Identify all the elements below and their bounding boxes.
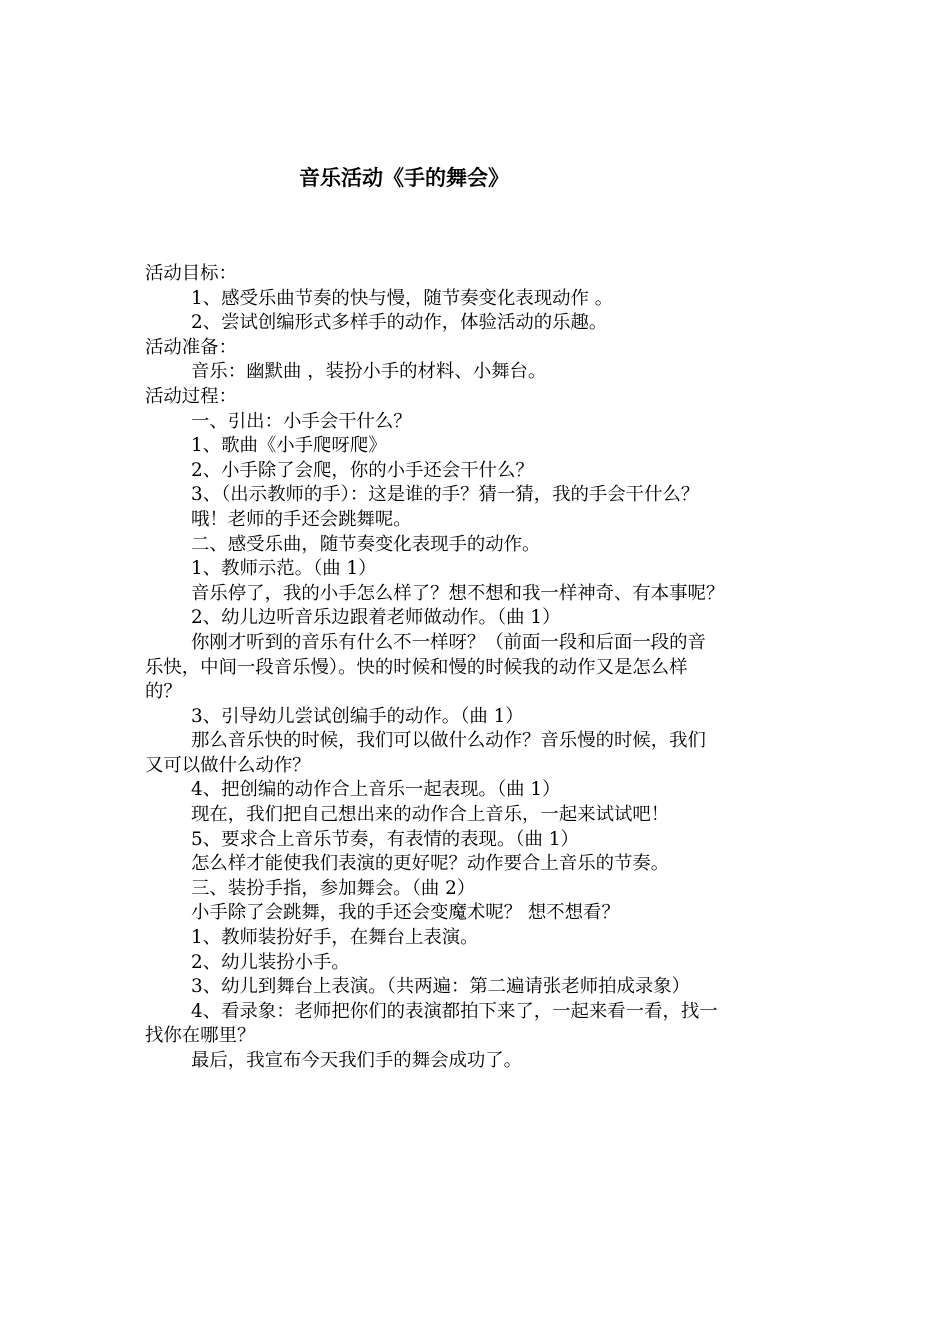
document-line: 3、幼儿到舞台上表演。（共两遍：第二遍请张老师拍成录象） (191, 976, 691, 998)
document-line: 现在，我们把自己想出来的动作合上音乐，一起来试试吧！ (191, 804, 670, 826)
document-line: 2、尝试创编形式多样手的动作，体验活动的乐趣。 (191, 312, 608, 334)
document-line: 活动过程： (145, 385, 237, 407)
document-line: 3、引导幼儿尝试创编手的动作。（曲 1） (191, 705, 524, 727)
document-title: 音乐活动《手的舞会》 (299, 166, 509, 190)
document-line: 1、教师装扮好手，在舞台上表演。 (191, 927, 479, 949)
document-line: 三、装扮手指，参加舞会。（曲 2） (191, 877, 476, 899)
document-line: 1、教师示范。（曲 1） (191, 558, 377, 580)
document-line: 2、小手除了会爬，你的小手还会干什么？ (191, 459, 534, 481)
document-line: 2、幼儿边听音乐边跟着老师做动作。（曲 1） (191, 607, 561, 629)
document-line: 哦！老师的手还会跳舞呢。 (191, 508, 412, 530)
document-line: 活动目标： (145, 263, 237, 284)
document-line: 你刚才听到的音乐有什么不一样呀？（前面一段和后面一段的音 (191, 631, 706, 653)
document-line: 5、要求合上音乐节奏，有表情的表现。（曲 1） (191, 828, 579, 850)
document-line: 活动准备： (145, 336, 237, 358)
document-line: 3、（出示教师的手）：这是谁的手？猜一猜，我的手会干什么？ (191, 484, 700, 506)
document-line: 一、引出：小手会干什么？ (191, 410, 412, 432)
document-body (145, 262, 815, 1074)
document-line: 二、感受乐曲，随节奏变化表现手的动作。 (191, 533, 541, 555)
document-line: 音乐停了，我的小手怎么样了？想不想和我一样神奇、有本事呢？ (191, 582, 725, 604)
document-line: 1、歌曲《小手爬呀爬》 (191, 435, 387, 457)
document-line: 音乐：幽默曲 ，装扮小手的材料、小舞台。 (191, 361, 547, 383)
document-line: 4、把创编的动作合上音乐一起表现。（曲 1） (191, 779, 561, 801)
document-line: 又可以做什么动作？ (145, 754, 311, 776)
document-line: 1、感受乐曲节奏的快与慢，随节奏变化表现动作 。 (191, 287, 614, 309)
document-line: 那么音乐快的时候，我们可以做什么动作？音乐慢的时候，我们 (191, 730, 706, 752)
document-line: 找你在哪里？ (145, 1025, 256, 1047)
document-line: 乐快，中间一段音乐慢）。快的时候和慢的时候我的动作又是怎么样 (145, 656, 688, 678)
document-line: 最后，我宣布今天我们手的舞会成功了。 (191, 1050, 523, 1071)
document-line: 4、看录象：老师把你们的表演都拍下来了，一起来看一看，找一 (191, 1000, 718, 1022)
document-line: 小手除了会跳舞，我的手还会变魔术呢？ 想不想看？ (191, 902, 620, 924)
document-line: 怎么样才能使我们表演的更好呢？动作要合上音乐的节奏。 (191, 853, 670, 875)
document-line: 的？ (145, 681, 182, 703)
document-line: 2、幼儿装扮小手。 (191, 951, 350, 973)
